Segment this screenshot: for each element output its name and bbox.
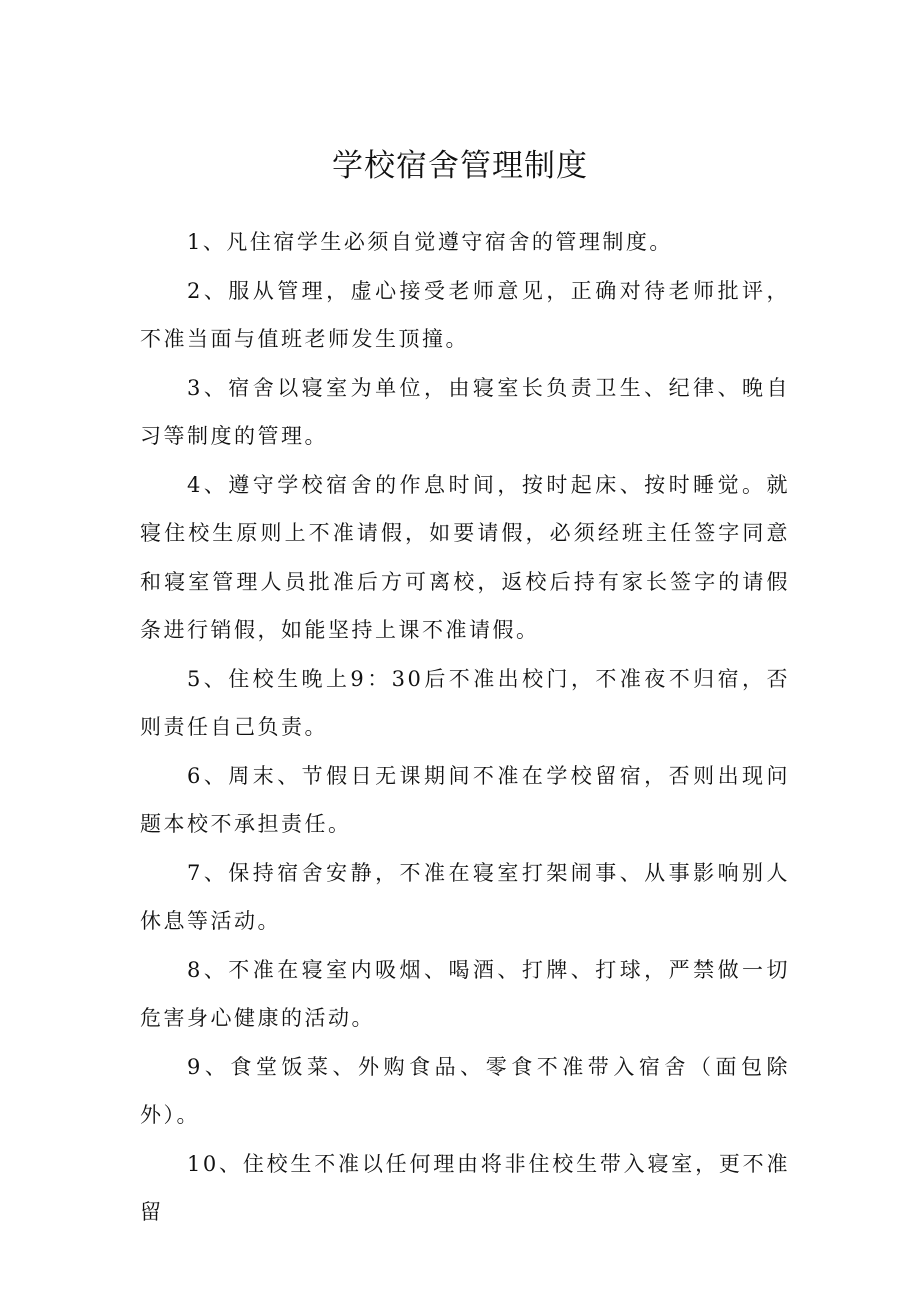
rule-paragraph-10: 10、住校生不准以任何理由将非住校生带入寝室，更不准留 bbox=[140, 1151, 790, 1224]
rule-paragraph-5: 5、住校生晚上9：30后不准出校门，不准夜不归宿，否则责任自己负责。 bbox=[140, 666, 790, 739]
rule-paragraph-3: 3、宿舍以寝室为单位，由寝室长负责卫生、纪律、晚自习等制度的管理。 bbox=[140, 375, 790, 448]
rule-paragraph-6: 6、周末、节假日无课期间不准在学校留宿，否则出现问题本校不承担责任。 bbox=[140, 763, 790, 836]
rule-paragraph-8: 8、不准在寝室内吸烟、喝酒、打牌、打球，严禁做一切危害身心健康的活动。 bbox=[140, 957, 790, 1030]
rule-paragraph-9: 9、食堂饭菜、外购食品、零食不准带入宿舍（面包除外）。 bbox=[140, 1054, 790, 1127]
document-title: 学校宿舍管理制度 bbox=[332, 148, 588, 184]
document-body bbox=[140, 218, 790, 1237]
rule-paragraph-4: 4、遵守学校宿舍的作息时间，按时起床、按时睡觉。就寝住校生原则上不准请假，如要请假，必须经班主任签字同意和寝室管理人员批准后方可离校，返校后持有家长签字的请假条进行销假，如能坚持上课不准请假。 bbox=[140, 472, 790, 642]
rule-paragraph-1: 1、凡住宿学生必须自觉遵守宿舍的管理制度。 bbox=[187, 230, 673, 254]
rule-paragraph-2: 2、服从管理，虚心接受老师意见，正确对待老师批评，不准当面与值班老师发生顶撞。 bbox=[140, 278, 790, 351]
rule-paragraph-7: 7、保持宿舍安静，不准在寝室打架闹事、从事影响别人休息等活动。 bbox=[140, 860, 790, 933]
